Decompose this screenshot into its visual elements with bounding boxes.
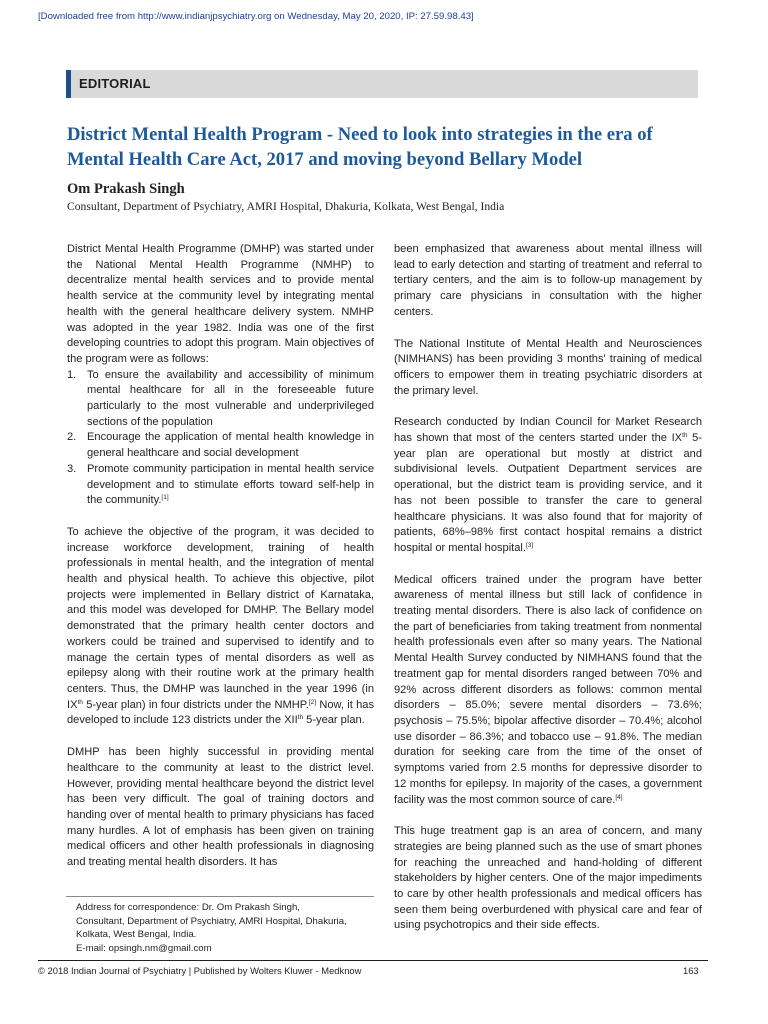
correspondence-line: Kolkata, West Bengal, India. — [76, 929, 197, 941]
objectives-list — [67, 368, 374, 509]
footer-divider — [38, 960, 708, 961]
text-run: 5-year plan are operational but mostly at district and subdivisional levels. Outpatient Department services are operational, but the district team is providing service, and it has not been possible to transfer the care to general healthcare physicians. It was also found that for majority of patients, 68%–98% first contact hospital remains a district hospital or mental hospital. — [394, 432, 702, 554]
list-item — [67, 430, 374, 461]
page-number: 163 — [683, 965, 699, 976]
download-notice: [Downloaded free from http://www.indianjpsychiatry.org on Wednesday, May 20, 2020, IP: 27.59.98.43] — [38, 11, 474, 22]
list-item — [67, 462, 374, 509]
paragraph: District Mental Health Programme (DMHP) was started under the National Mental Health Programme (NMHP) to decentralize mental health services and to provide mental health service at the community level by integrating mental health with the general healthcare delivery system. NMHP was adopted in the year 1982. India was one of the first developing countries to adopt this program. Main objectives of the program were as follows: — [67, 243, 374, 365]
correspondence-line: Address for correspondence: Dr. Om Prakash Singh, — [76, 902, 300, 913]
paragraph: The National Institute of Mental Health and Neurosciences (NIMHANS) has been providing 3 months' training of medical officers to empower them in treating psychiatric disorders at the primary level. — [394, 337, 702, 397]
correspondence-line: Consultant, Department of Psychiatry, AMRI Hospital, Dhakuria, — [76, 915, 347, 927]
correspondence-box — [66, 896, 374, 955]
paragraph — [394, 415, 702, 556]
section-label: EDITORIAL — [79, 76, 151, 91]
text-run: Medical officers trained under the program have better awareness of mental illness but still lack of confidence in treating mental disorders. There is also lack of confidence on the part of beneficiaries from taking treatment from nonmental health professionals even after so many years. The National Mental Health Survey conducted by NIMHANS found that the treatment gap for mental disorders ranged between 70% and 92% across different disorders as follows: common mental disorders – 85.0%; severe mental disorders – 73.6%; psychosis – 75.5%; bipolar affective disorder – 70.4%; alcohol use disorder – 86.3%; and tobacco use – 91.8%. The median duration for seeking care from the time of the onset of symptoms varied from 2.5 months for depressive disorder to 12 months for epilepsy. In majority of the cases, a government facility was the most common source of care. — [394, 573, 702, 806]
paragraph: been emphasized that awareness about mental illness will lead to early detection and starting of treatment and referral to tertiary centers, and the aim is to follow-up management by primary care physicians in consultation with the higher centers. — [394, 243, 702, 318]
list-text: To ensure the availability and accessibility of minimum mental healthcare for all in the foreseeable future particularly to the most vulnerable and underprivileged sections of the population — [87, 368, 374, 428]
text-run: 5-year plan) in four districts under the NMHP. — [82, 698, 309, 711]
list-number: 3. — [67, 462, 77, 475]
superscript: th — [297, 714, 304, 722]
citation-ref[interactable]: [1] — [161, 494, 169, 502]
superscript: th — [682, 432, 688, 440]
text-run: Research conducted by Indian Council for Market Research has shown that most of the centers started under the IX — [394, 416, 702, 445]
article-title: District Mental Health Program - Need to look into strategies in the era of Mental Health Care Act, 2017 and moving beyond Bellary Model — [67, 124, 653, 170]
author-affiliation: Consultant, Department of Psychiatry, AMRI Hospital, Dhakuria, Kolkata, West Bengal, India — [67, 200, 505, 213]
citation-ref[interactable]: [2] — [308, 698, 317, 706]
list-text: Promote community participation in mental health service development and to stimulate efforts toward self-help in the community. — [87, 462, 374, 507]
footer-copyright: © 2018 Indian Journal of Psychiatry | Published by Wolters Kluwer - Medknow — [38, 965, 362, 976]
paragraph — [67, 525, 374, 729]
author-name: Om Prakash Singh — [67, 181, 185, 197]
citation-ref[interactable]: [4] — [615, 793, 623, 801]
left-column — [67, 242, 374, 887]
paragraph: This huge treatment gap is an area of concern, and many strategies are being planned such as the use of smart phones for reaching the unreached and hand-holding of different stakeholders by higher centers. One of the major impediments to care by other health professionals and medical officers has seen them being overburdened with physical care and fear of using psychotropics and their side effects. — [394, 825, 702, 932]
list-number: 2. — [67, 431, 77, 444]
paragraph — [394, 573, 702, 809]
citation-ref[interactable]: [3] — [525, 541, 534, 549]
section-accent-bar — [66, 70, 71, 98]
list-text: Encourage the application of mental health knowledge in general healthcare and social development — [87, 431, 374, 460]
list-item — [67, 368, 374, 431]
text-run: 5-year plan. — [303, 714, 365, 727]
text-run: Now, it has developed to include 123 districts under the XII — [67, 698, 374, 727]
right-column — [394, 242, 702, 950]
superscript: th — [77, 698, 83, 706]
correspondence-email[interactable]: E-mail: opsingh.nm@gmail.com — [76, 942, 212, 954]
text-run: To achieve the objective of the program, it was decided to increase workforce development, training of health professionals in mental health, and the integration of mental health and physical health. To achieve this objective, pilot projects were implemented in Bellary district of Karnataka, and this model was developed for DMHP. The Bellary model demonstrated that the primary health center doctors and workers could be trained and supervised to identify and to manage the certain types of mental disorders as well as epilepsy along with their routine work at the primary health centers. Thus, the DMHP was launched in the year 1996 (in IX — [67, 525, 374, 711]
paragraph: DMHP has been highly successful in providing mental healthcare to the community at least to the district level. However, providing mental healthcare beyond the district level has been very difficult. The goal of training doctors and handing over of mental health to primary physicians has faced many hurdles. A lot of emphasis has been given on training medical officers and other health professionals in diagnosing and treating mental health disorders. It has — [67, 746, 374, 869]
section-banner — [66, 70, 698, 98]
list-number: 1. — [67, 368, 77, 381]
